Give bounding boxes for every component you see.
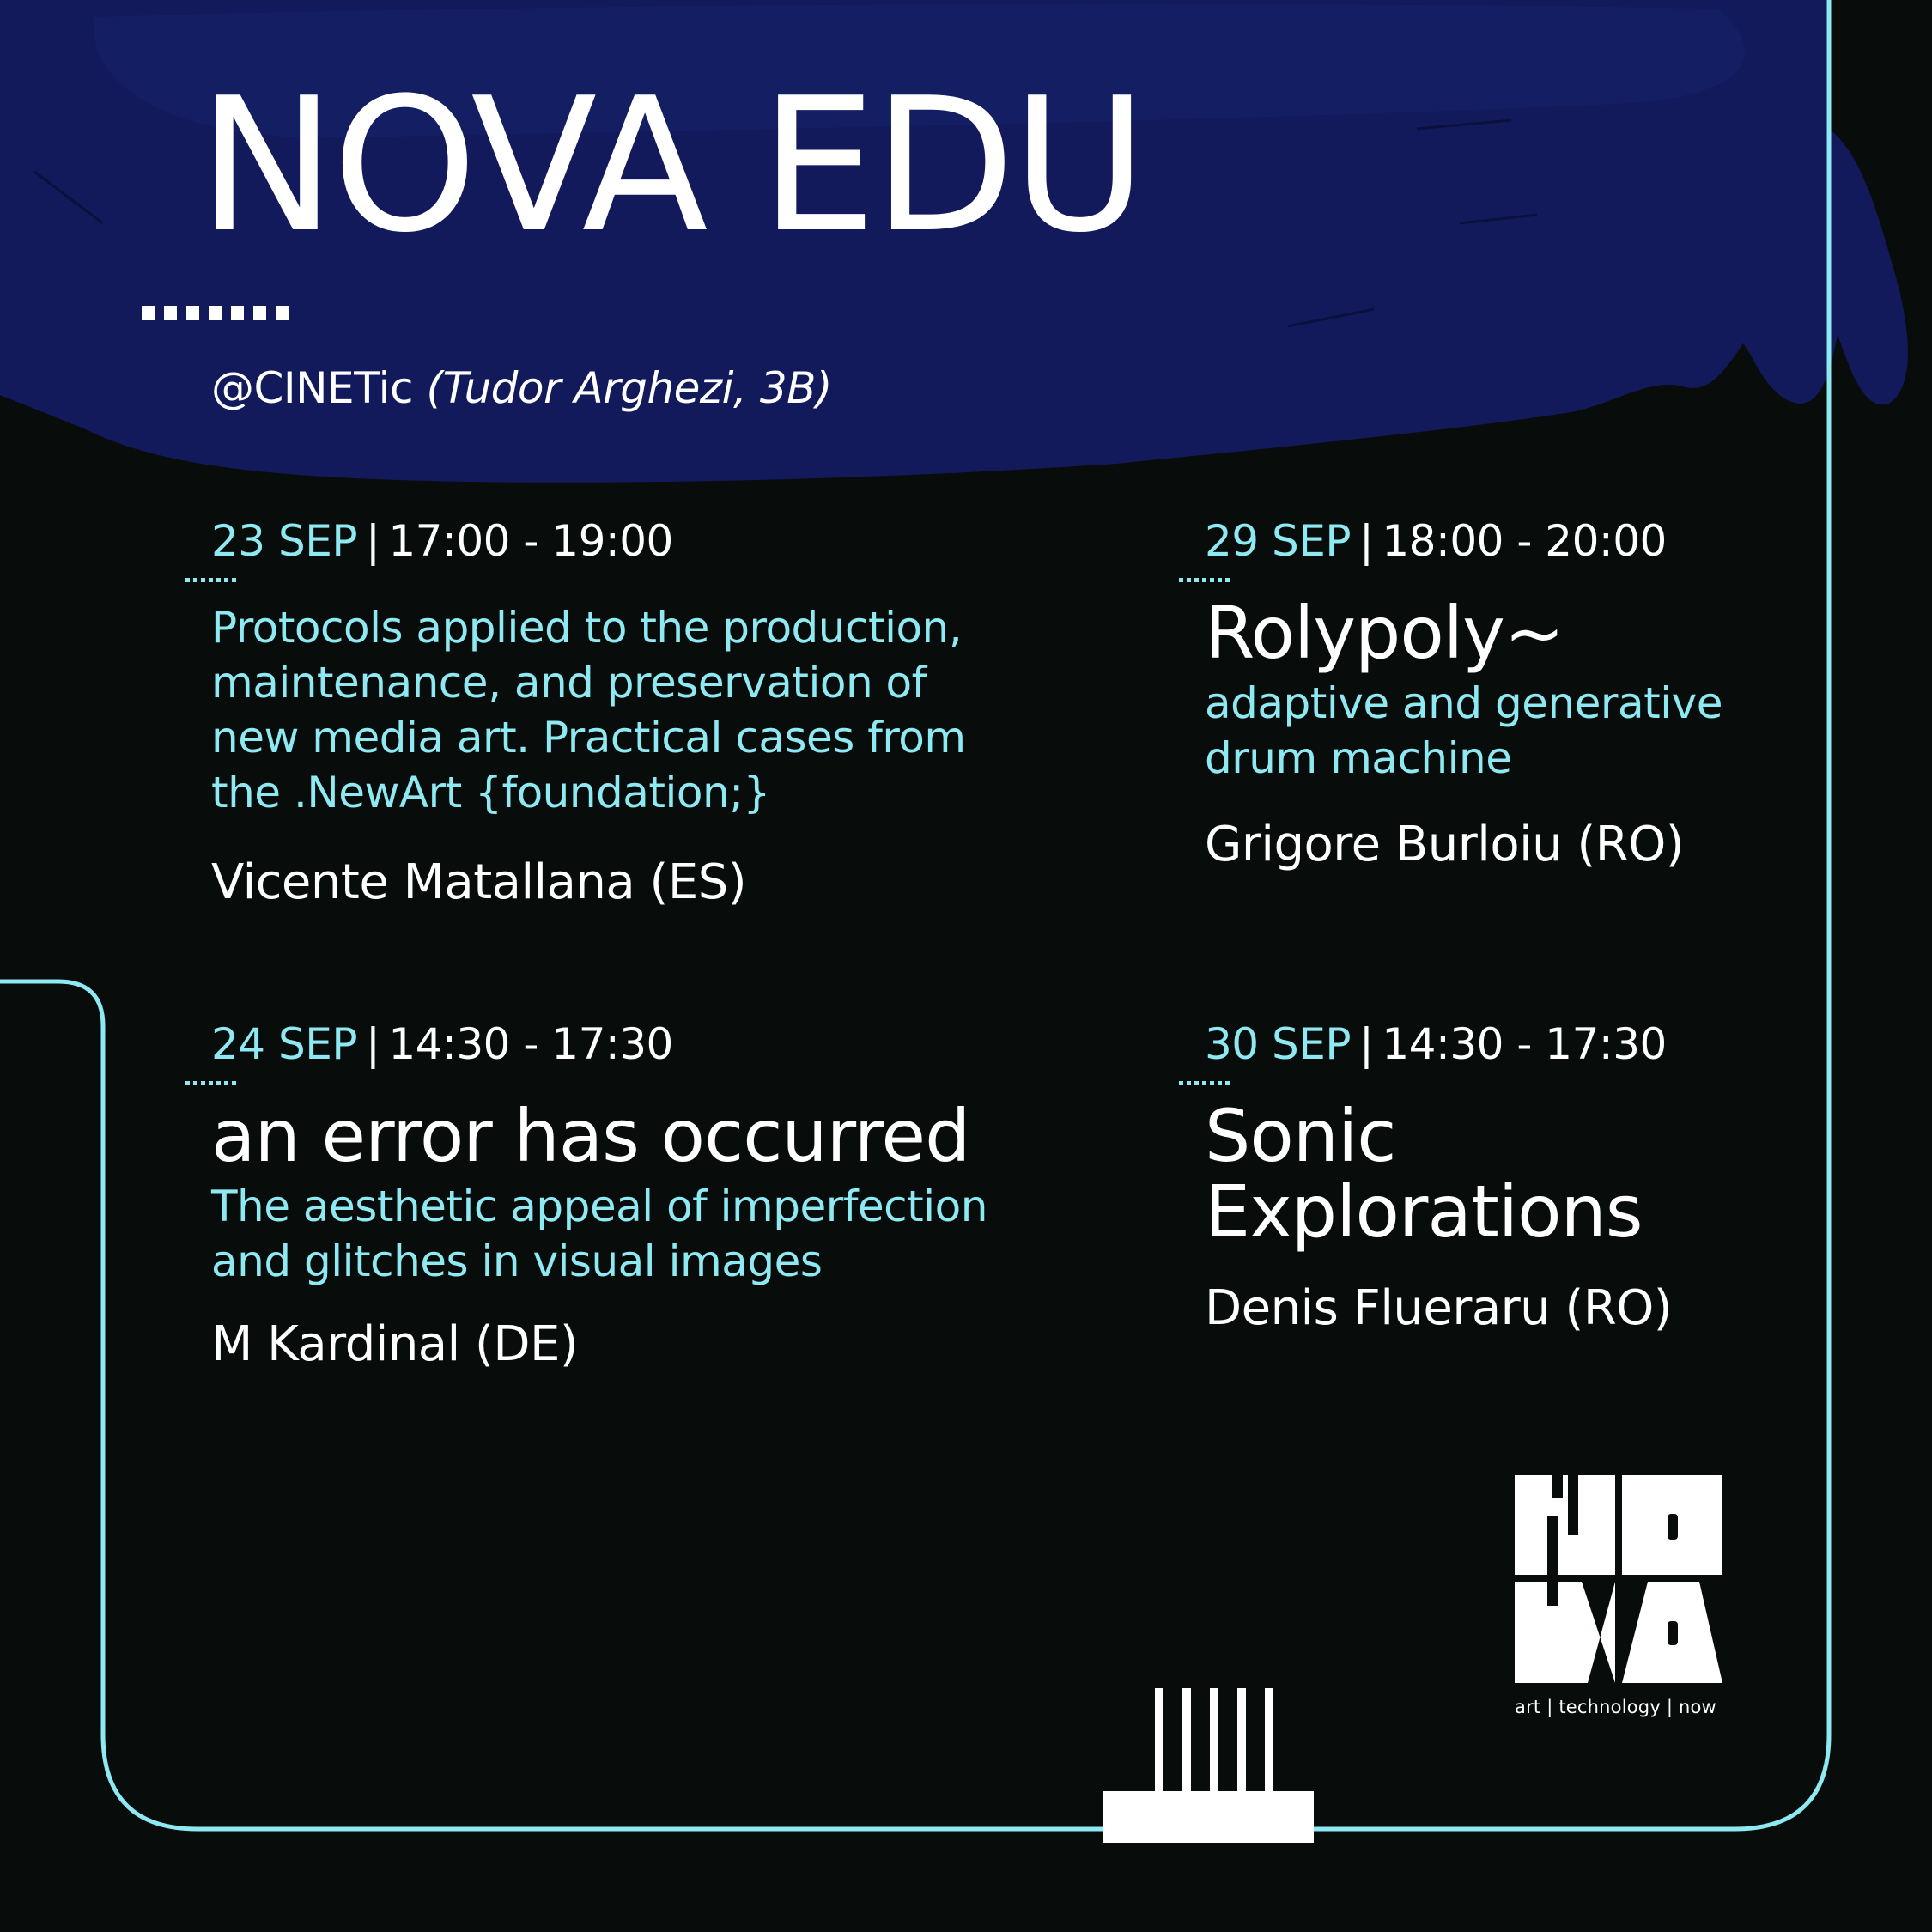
event-description: Protocols applied to the production, maintenance, and preservation of new media art. Practical cases from the .NewArt {foundation;}	[211, 603, 966, 817]
dotted-divider	[185, 578, 1053, 583]
event-description: adaptive and generative drum machine	[1205, 678, 1722, 783]
event-description: The aesthetic appeal of imperfection and glitches in visual images	[211, 1182, 987, 1286]
event-time: 17:00 - 19:00	[388, 516, 673, 566]
event-schedule: 29 SEP | 18:00 - 20:00	[1205, 516, 1667, 566]
venue-name: @CINETic	[211, 363, 414, 413]
dotted-divider	[1179, 1081, 1932, 1086]
event-time: 14:30 - 17:30	[1382, 1019, 1667, 1069]
event-title: an error has occurred	[211, 1094, 970, 1178]
event-card-1	[211, 513, 1053, 913]
event-card-4	[1205, 1016, 1932, 1339]
event-card-3	[211, 1016, 1053, 1375]
event-schedule: 24 SEP | 14:30 - 17:30	[211, 1019, 673, 1069]
event-time: 18:00 - 20:00	[1382, 516, 1667, 566]
page-title: NOVA EDU	[197, 58, 1144, 273]
brand-tagline: art | technology | now	[1515, 1697, 1716, 1717]
dotted-divider	[185, 1081, 1053, 1086]
venue-address: (Tudor Arghezi, 3B)	[426, 363, 832, 413]
event-schedule: 30 SEP | 14:30 - 17:30	[1205, 1019, 1667, 1069]
event-date: 30 SEP	[1205, 1019, 1351, 1069]
event-speaker: M Kardinal (DE)	[211, 1316, 579, 1372]
event-schedule: 23 SEP | 17:00 - 19:00	[211, 516, 673, 566]
cinetic-building-icon	[1103, 1688, 1314, 1843]
event-date: 23 SEP	[211, 516, 357, 566]
event-date: 29 SEP	[1205, 516, 1351, 566]
nova-logo-icon	[1515, 1475, 1722, 1683]
event-date: 24 SEP	[211, 1019, 357, 1069]
venue-line	[211, 363, 832, 413]
title-dotted-underline	[142, 306, 289, 320]
event-title: Sonic Explorations	[1205, 1094, 1643, 1254]
dotted-divider	[1179, 578, 1932, 583]
event-speaker: Denis Flueraru (RO)	[1205, 1280, 1673, 1336]
event-speaker: Grigore Burloiu (RO)	[1205, 817, 1685, 872]
event-time: 14:30 - 17:30	[388, 1019, 673, 1069]
event-title: Rolypoly~	[1205, 591, 1564, 675]
event-card-2	[1205, 513, 1932, 875]
event-speaker: Vicente Matallana (ES)	[211, 854, 747, 910]
